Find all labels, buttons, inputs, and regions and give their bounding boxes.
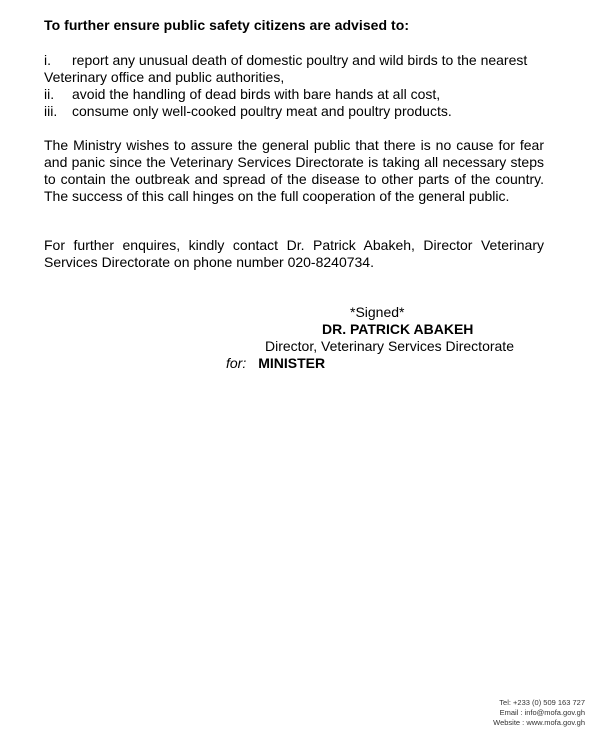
advice-item-number: ii. <box>44 86 55 102</box>
minister-label: MINISTER <box>258 355 326 371</box>
advice-heading: To further ensure public safety citizens are advised to: <box>44 17 410 33</box>
advice-item-text: avoid the handling of dead birds with bare hands at all cost, <box>72 86 441 102</box>
footer-email: Email : info@mofa.gov.gh <box>499 708 585 717</box>
advice-item-3 <box>44 103 544 120</box>
advice-item-1 <box>44 52 544 86</box>
advice-list <box>44 52 544 120</box>
assurance-paragraph: The Ministry wishes to assure the general public that there is no cause for fear and panic since the Veterinary Services Directorate is taking all necessary steps to contain the outbreak and spread of the disease to other parts of the country. The success of this call hinges on the full cooperation of the general public. <box>44 137 544 204</box>
signed-note: *Signed* <box>350 304 405 320</box>
advice-item-number: iii. <box>44 103 58 119</box>
advice-item-text: consume only well-cooked poultry meat and poultry products. <box>72 103 452 119</box>
footer-website: Website : www.mofa.gov.gh <box>493 718 585 727</box>
advice-item-text-continued: Veterinary office and public authorities, <box>44 69 285 85</box>
advice-item-number: i. <box>44 52 51 68</box>
signer-title: Director, Veterinary Services Directorate <box>265 338 514 354</box>
contact-paragraph: For further enquires, kindly contact Dr. Patrick Abakeh, Director Veterinary Services Directorate on phone number 020-8240734. <box>44 237 544 270</box>
footer-telephone: Tel: +233 (0) 509 163 727 <box>499 698 585 707</box>
for-label: for: <box>226 355 247 371</box>
contact-footer <box>493 698 585 728</box>
advice-item-2 <box>44 86 544 103</box>
advice-item-text: report any unusual death of domestic poultry and wild birds to the nearest <box>72 52 528 68</box>
on-behalf-line <box>226 355 325 372</box>
signer-name: DR. PATRICK ABAKEH <box>322 321 474 337</box>
